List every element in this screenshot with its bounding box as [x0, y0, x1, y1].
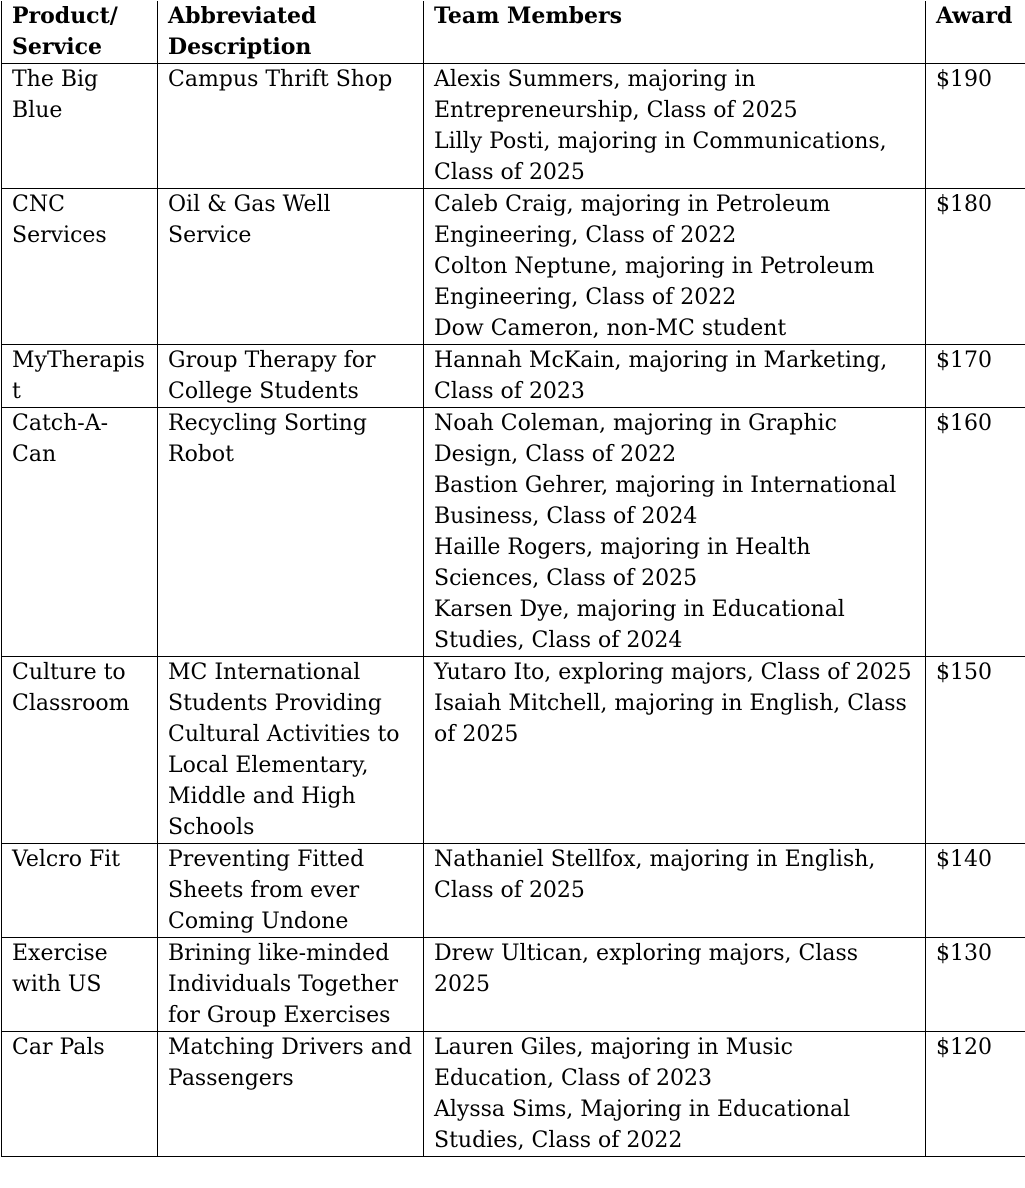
team-member: Alexis Summers, majoring in Entrepreneurship, Class of 2025 [434, 67, 798, 123]
description-cell: Preventing Fitted Sheets from ever Coming Undone [158, 844, 424, 938]
team-member: Noah Coleman, majoring in Graphic Design, Class of 2022 [434, 411, 837, 467]
header-description: Abbreviated Description [158, 1, 424, 64]
table-body [2, 64, 1025, 1157]
table-row [2, 345, 1025, 408]
description-cell: Oil & Gas Well Service [158, 189, 424, 345]
table-row [2, 938, 1025, 1032]
product-cell: Exercise with US [2, 938, 158, 1032]
team-member: Lilly Posti, majoring in Communications, Class of 2025 [434, 129, 887, 185]
team-members-cell [424, 189, 926, 345]
team-member: Alyssa Sims, Majoring in Educational Studies, Class of 2022 [434, 1097, 851, 1153]
award-cell: $180 [926, 189, 1025, 345]
team-member: Drew Ultican, exploring majors, Class 2025 [434, 941, 859, 997]
product-cell: CNC Services [2, 189, 158, 345]
description-cell: Brining like-minded Individuals Together for Group Exercises [158, 938, 424, 1032]
team-members-cell [424, 844, 926, 938]
table-row [2, 189, 1025, 345]
team-member: Isaiah Mitchell, majoring in English, Class of 2025 [434, 691, 907, 747]
award-cell: $160 [926, 408, 1025, 657]
team-member: Dow Cameron, non-MC student [434, 316, 787, 341]
product-cell: Velcro Fit [2, 844, 158, 938]
team-members-cell [424, 1032, 926, 1157]
table-row [2, 64, 1025, 189]
team-member: Bastion Gehrer, majoring in International Business, Class of 2024 [434, 473, 897, 529]
description-cell: Matching Drivers and Passengers [158, 1032, 424, 1157]
description-cell: Group Therapy for College Students [158, 345, 424, 408]
award-cell: $130 [926, 938, 1025, 1032]
award-cell: $190 [926, 64, 1025, 189]
award-cell: $120 [926, 1032, 1025, 1157]
team-members-cell [424, 408, 926, 657]
description-cell: Campus Thrift Shop [158, 64, 424, 189]
team-member: Caleb Craig, majoring in Petroleum Engineering, Class of 2022 [434, 192, 831, 248]
table-row [2, 844, 1025, 938]
awards-table [1, 1, 1025, 1157]
header-row [2, 1, 1025, 64]
description-cell: Recycling Sorting Robot [158, 408, 424, 657]
product-cell: MyTherapist [2, 345, 158, 408]
table-row [2, 657, 1025, 844]
team-member: Nathaniel Stellfox, majoring in English, Class of 2025 [434, 847, 876, 903]
award-cell: $170 [926, 345, 1025, 408]
header-product: Product/ Service [2, 1, 158, 64]
team-member: Lauren Giles, majoring in Music Education, Class of 2023 [434, 1035, 793, 1091]
table-row [2, 1032, 1025, 1157]
product-cell: Catch-A-Can [2, 408, 158, 657]
team-members-cell [424, 938, 926, 1032]
description-cell: MC International Students Providing Cultural Activities to Local Elementary, Middle and High Schools [158, 657, 424, 844]
team-member: Hannah McKain, majoring in Marketing, Class of 2023 [434, 348, 888, 404]
team-members-cell [424, 345, 926, 408]
award-cell: $150 [926, 657, 1025, 844]
product-cell: Car Pals [2, 1032, 158, 1157]
team-member: Haille Rogers, majoring in Health Sciences, Class of 2025 [434, 535, 811, 591]
team-members-cell [424, 64, 926, 189]
table-row [2, 408, 1025, 657]
product-cell: Culture to Classroom [2, 657, 158, 844]
product-cell: The Big Blue [2, 64, 158, 189]
team-members-cell [424, 657, 926, 844]
header-award: Award [926, 1, 1025, 64]
award-cell: $140 [926, 844, 1025, 938]
team-member: Karsen Dye, majoring in Educational Studies, Class of 2024 [434, 597, 845, 653]
header-team-members: Team Members [424, 1, 926, 64]
team-member: Yutaro Ito, exploring majors, Class of 2025 [434, 660, 912, 685]
team-member: Colton Neptune, majoring in Petroleum Engineering, Class of 2022 [434, 254, 875, 310]
